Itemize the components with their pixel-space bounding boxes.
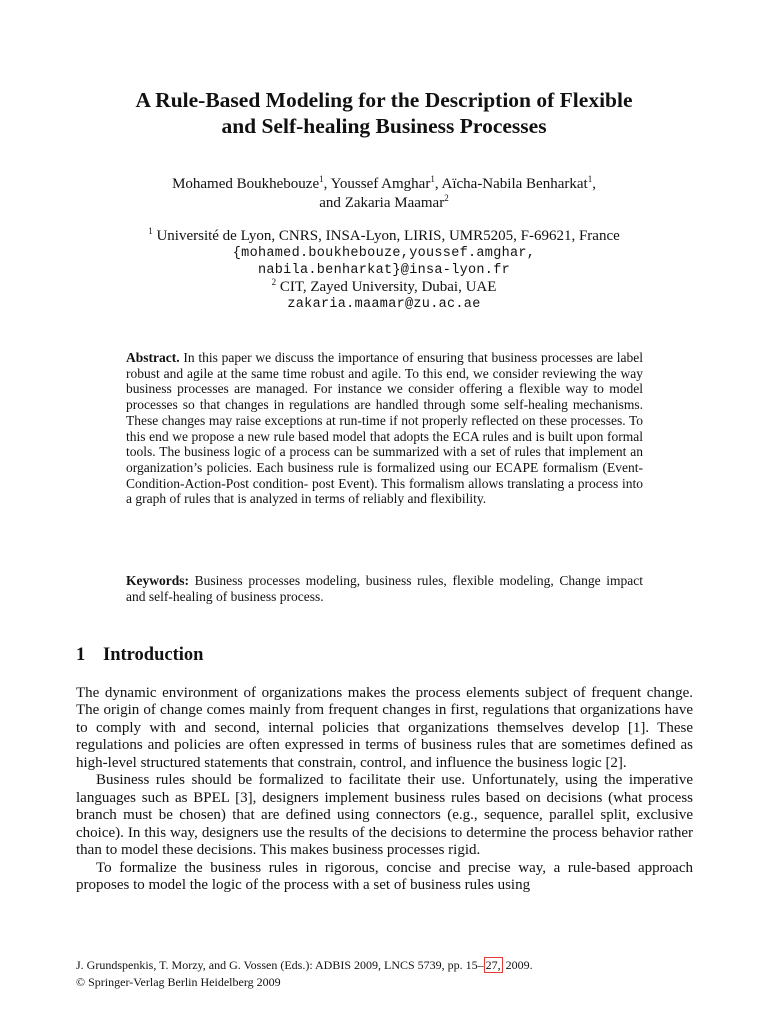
author-separator: , [592,176,596,192]
paragraph: Business rules should be formalized to facilitate their use. Unfortunately, using the imperative languages such as BPEL [3], designers implement business rules based on decisions (what process branch must be chosen) that are defined using connectors (e.g., sequence, parallel split, exclusive choice). In this way, designers use the results of the decisions to determine the process behavior rather than to model these decisions. This makes business processes rigid. [76,772,693,859]
author-affiliation-mark: 1 [587,174,593,184]
author-separator: , [323,176,331,192]
author-name: Zakaria Maamar [344,195,445,211]
introduction-body [76,685,693,894]
section-title: Introduction [103,645,204,665]
title-line-2: and Self-healing Business Processes [221,114,547,138]
affiliation-mark: 1 [148,226,153,236]
author-conjunction: and [319,195,345,211]
abstract [126,350,643,507]
author-affiliation-mark: 2 [444,193,449,203]
keywords [126,573,643,604]
section-number: 1 [76,645,86,665]
page-range-link[interactable]: 27, [485,958,501,972]
affiliation-text: CIT, Zayed University, Dubai, UAE [279,279,497,295]
affiliations [60,228,708,313]
author-name: Youssef Amghar [330,176,431,192]
paragraph: The dynamic environment of organizations makes the process elements subject of frequent change. The origin of change comes mainly from frequent changes in first, regulations that organizations have to comply with and second, internal policies that organizations themselves develop [1]. These regulations and policies are often expressed in terms of business rules that are sometimes defined as high-level structured statements that constrain, control, and influence the business logic [2]. [76,685,693,771]
citation-line [76,957,533,974]
author-list [60,175,708,213]
paper-title [60,87,708,139]
affiliation-mark: 2 [271,277,277,287]
email-line: zakaria.maamar@zu.ac.ae [287,297,481,312]
author-line-1 [60,175,708,194]
author-separator: , [434,176,442,192]
author-line-2 [60,194,708,213]
author-name: Mohamed Boukhebouze [172,176,320,192]
affiliation-1 [60,228,708,245]
author-affiliation-mark: 1 [430,174,435,184]
citation-text: J. Grundspenkis, T. Morzy, and G. Vossen (Eds.): ADBIS 2009, LNCS 5739, pp. 15– [76,958,484,972]
author-affiliation-mark: 1 [319,174,324,184]
keywords-label: Keywords: [126,573,189,588]
copyright-line: © Springer-Verlag Berlin Heidelberg 2009 [76,975,281,989]
author-name: Aïcha-Nabila Benharkat [441,176,588,192]
email-line: {mohamed.boukhebouze,youssef.amghar, [232,246,536,261]
paragraph: To formalize the business rules in rigorous, concise and precise way, a rule-based approach proposes to model the logic of the process with a set of business rules using [76,859,693,893]
abstract-text: In this paper we discuss the importance of ensuring that business processes are label robust and agile at the same time robust and agile. To this end, we consider reviewing the way business processes are managed. For instance we consider offering a flexible way to model processes so that changes in regulations are handled through some self-healing mechanisms. These changes may raise exceptions at run-time if not properly reflected on these processes. To this end we propose a new rule based model that adopts the ECA rules and is built upon formal tools. The business logic of a process can be summarized with a set of rules that implement an organization’s policies. Each business rule is formalized using our ECAPE formalism (Event-Condition-Action-Post condition- post Event). This formalism allows translating a process into a graph of rules that is analyzed in terms of reliably and flexibility. [126,350,643,507]
abstract-label: Abstract. [126,350,180,365]
section-heading [76,645,203,666]
citation-year: 2009. [502,958,533,972]
page-footer [76,957,533,991]
title-line-1: A Rule-Based Modeling for the Description of Flexible [135,88,633,112]
keywords-text: Business processes modeling, business rules, flexible modeling, Change impact and self-healing of business process. [126,573,644,604]
email-line: nabila.benharkat}@insa-lyon.fr [257,263,511,278]
affiliation-text: Université de Lyon, CNRS, INSA-Lyon, LIRIS, UMR5205, F-69621, France [156,228,620,244]
affiliation-2 [60,279,708,296]
